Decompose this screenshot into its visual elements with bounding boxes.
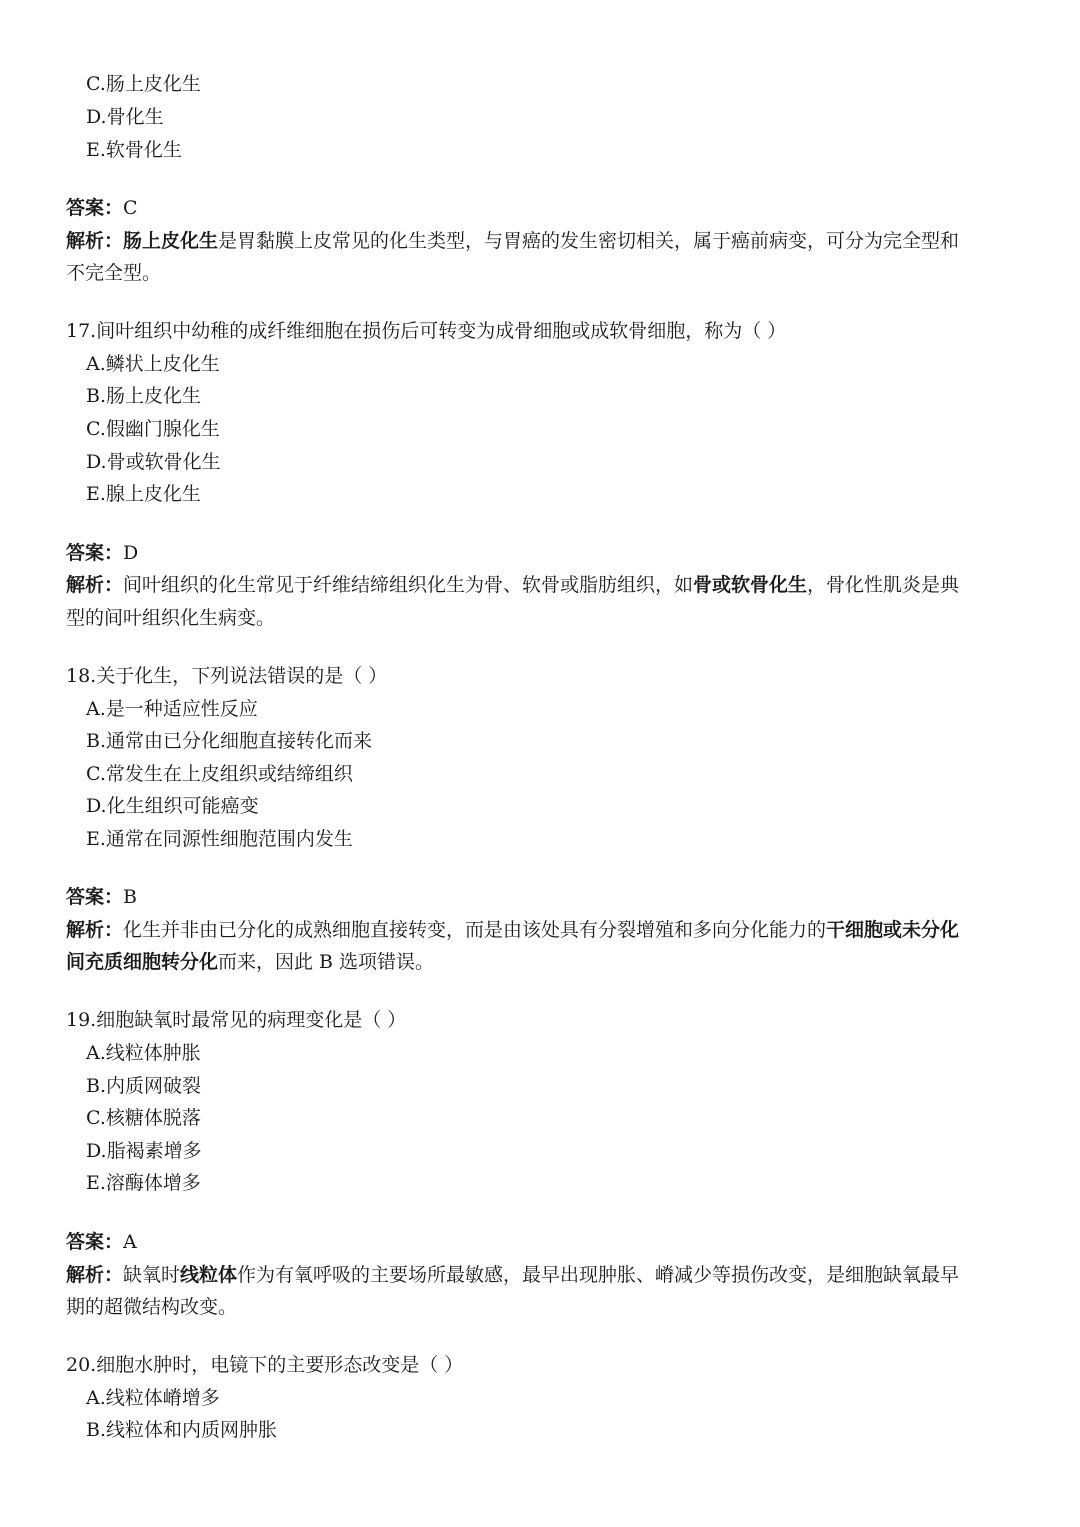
analysis-text: 作为有氧呼吸的主要场所最敏感，最早出现肿胀、嵴减少等损伤改变，是细胞缺氧最早 (237, 1264, 960, 1286)
analysis-text: 间叶组织的化生常见于纤维结缔组织化生为骨、软骨或脂肪组织，如 (123, 574, 694, 596)
answer-value: D (123, 542, 139, 564)
q17-analysis-line-2: 型的间叶组织化生病变。 (66, 607, 276, 629)
q19-option-d: D.脂褐素增多 (86, 1140, 202, 1162)
analysis-text: 是胃黏膜上皮常见的化生类型，与胃癌的发生密切相关，属于癌前病变，可分为完全型和 (218, 230, 960, 252)
q18-option-b: B.通常由已分化细胞直接转化而来 (86, 730, 373, 752)
q17-option-c: C.假幽门腺化生 (86, 418, 220, 440)
q19-answer (66, 1230, 1020, 1254)
answer-value: B (123, 886, 137, 908)
analysis-key-term: 干细胞或未分化 (826, 919, 960, 941)
q19-option-a: A.线粒体肿胀 (86, 1042, 201, 1064)
q16-answer (66, 196, 1020, 220)
q17-option-e: E.腺上皮化生 (86, 483, 201, 505)
answer-label: 答案： (66, 542, 124, 564)
q16-analysis-line-2: 不完全型。 (66, 262, 162, 284)
q20-option-b: B.线粒体和内质网肿胀 (86, 1419, 278, 1441)
answer-value: C (123, 197, 138, 219)
analysis-text: ，骨化性肌炎是典 (807, 574, 960, 596)
answer-label: 答案： (66, 1231, 124, 1253)
q17-option-d: D.骨或软骨化生 (86, 451, 221, 473)
q16-analysis-line-1 (66, 229, 1020, 253)
q17-option-a: A.鳞状上皮化生 (86, 353, 220, 375)
q16-option-e: E.软骨化生 (86, 139, 182, 161)
q18-option-e: E.通常在同源性细胞范围内发生 (86, 828, 353, 850)
answer-label: 答案： (66, 886, 124, 908)
analysis-key-term: 间充质细胞转分化 (66, 951, 219, 973)
q18-analysis-line-2 (66, 950, 1020, 974)
q17-analysis-line-1 (66, 573, 1020, 597)
analysis-label: 解析： (66, 230, 124, 252)
q19-option-c: C.核糖体脱落 (86, 1107, 201, 1129)
answer-value: A (123, 1231, 137, 1253)
q18-answer (66, 885, 1020, 909)
q17-option-b: B.肠上皮化生 (86, 385, 202, 407)
q19-analysis-line-2: 期的超微结构改变。 (66, 1296, 238, 1318)
q18-option-d: D.化生组织可能癌变 (86, 795, 259, 817)
analysis-key-term: 骨或软骨化生 (693, 574, 808, 596)
q19-stem: 19.细胞缺氧时最常见的病理变化是（ ） (66, 1009, 407, 1031)
q20-stem: 20.细胞水肿时，电镜下的主要形态改变是（ ） (66, 1354, 464, 1376)
q18-stem: 18.关于化生，下列说法错误的是（ ） (66, 665, 388, 687)
analysis-label: 解析： (66, 574, 124, 596)
answer-label: 答案： (66, 197, 124, 219)
q19-analysis-line-1 (66, 1263, 1020, 1287)
analysis-key-term: 线粒体 (180, 1264, 238, 1286)
q17-answer (66, 541, 1020, 565)
q16-option-d: D.骨化生 (86, 106, 164, 128)
analysis-text: 化生并非由已分化的成熟细胞直接转变，而是由该处具有分裂增殖和多向分化能力的 (123, 919, 827, 941)
q17-stem: 17.间叶组织中幼稚的成纤维细胞在损伤后可转变为成骨细胞或成软骨细胞，称为（ ） (66, 320, 787, 342)
q19-option-b: B.内质网破裂 (86, 1075, 202, 1097)
q16-option-c: C.肠上皮化生 (86, 73, 201, 95)
q18-option-c: C.常发生在上皮组织或结缔组织 (86, 763, 353, 785)
analysis-label: 解析： (66, 919, 124, 941)
analysis-key-term: 肠上皮化生 (123, 230, 219, 252)
q18-option-a: A.是一种适应性反应 (86, 698, 258, 720)
q19-option-e: E.溶酶体增多 (86, 1172, 201, 1194)
analysis-text: 缺氧时 (123, 1264, 181, 1286)
q18-analysis-line-1 (66, 918, 1020, 942)
q20-option-a: A.线粒体嵴增多 (86, 1387, 220, 1409)
analysis-label: 解析： (66, 1264, 124, 1286)
analysis-text: 而来，因此 B 选项错误。 (218, 951, 435, 973)
